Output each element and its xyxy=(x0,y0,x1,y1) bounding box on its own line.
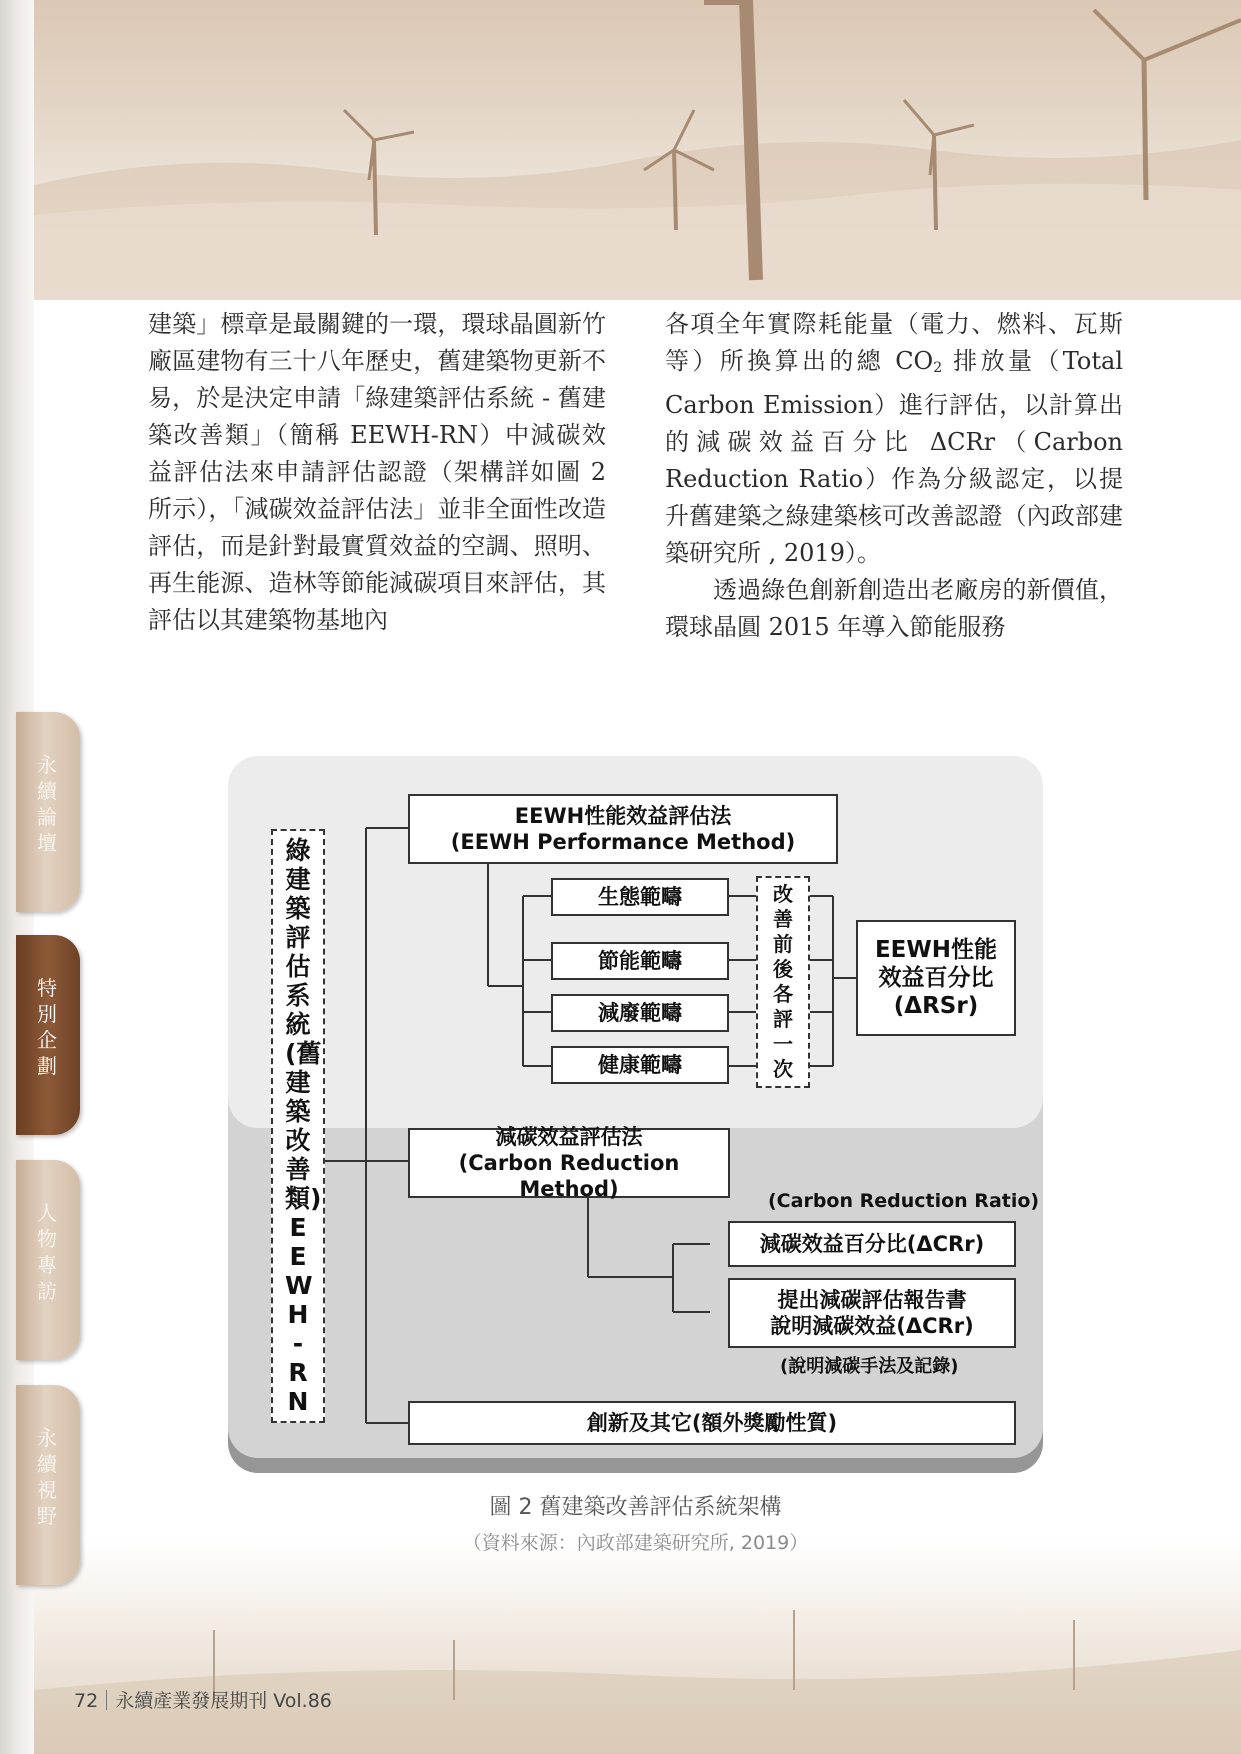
body-column-left xyxy=(148,306,606,639)
category-health-box xyxy=(551,1046,729,1084)
eewh-method-title: EEWH性能效益評估法 xyxy=(514,804,732,828)
eewh-rn-root-label: 綠建築評估系統(舊建築改善類)EEWH-RN xyxy=(285,836,322,1416)
subscript: 2 xyxy=(933,360,943,376)
footer-divider xyxy=(106,1690,107,1710)
eewh-method-subtitle: (EEWH Performance Method) xyxy=(450,830,796,854)
page-footer xyxy=(74,1686,332,1713)
category-label: 健康範疇 xyxy=(598,1053,682,1077)
side-tab-sustainability-vision[interactable] xyxy=(16,1385,80,1585)
figure-caption: 圖 2 舊建築改善評估系統架構 xyxy=(489,1495,782,1520)
body-paragraph: 透過綠色創新創造出老廠房的新價值，環球晶圓 2015 年導入節能服務 xyxy=(665,576,1123,641)
carbon-ratio-box xyxy=(728,1221,1016,1267)
category-label: 生態範疇 xyxy=(598,885,682,909)
category-waste-box xyxy=(551,994,729,1032)
carbon-report-line: 說明減碳效益(ΔCRr) xyxy=(770,1314,974,1338)
figure-source: （資料來源：內政部建築研究所, 2019） xyxy=(462,1532,809,1554)
page-number: 72 xyxy=(74,1690,99,1712)
category-label: 節能範疇 xyxy=(598,949,682,973)
eewh-rn-root-box xyxy=(271,829,325,1423)
side-tab-label: 特別企劃 xyxy=(37,976,57,1078)
side-tab-sustainability-forum[interactable] xyxy=(16,712,80,912)
carbon-ratio-label: (Carbon Reduction Ratio) xyxy=(768,1190,1040,1212)
evaluate-before-after-box xyxy=(756,876,810,1088)
publication-name: 永續產業發展期刊 Vol.86 xyxy=(115,1690,332,1712)
wind-turbine-photo-banner xyxy=(34,0,1241,300)
eewh-rn-framework-diagram xyxy=(228,756,1043,1473)
eewh-result-line: EEWH性能 xyxy=(874,937,998,963)
carbon-reduction-method-box xyxy=(408,1125,730,1201)
innovation-label: 創新及其它(額外獎勵性質) xyxy=(586,1411,838,1435)
body-text: 排放量（Total Carbon Emission）進行評估，以計算出的減碳效益百分比 ΔCRr（Carbon Reduction Ratio）作為分級認定，以提升舊建築之綠建築核可改善認證（內政部建築研究所 , 2019）。 xyxy=(665,347,1123,567)
eewh-result-line: 效益百分比 xyxy=(878,965,994,991)
carbon-report-line: 提出減碳評估報告書 xyxy=(777,1288,967,1312)
eewh-result-box xyxy=(856,920,1016,1036)
category-label: 減廢範疇 xyxy=(598,1001,682,1025)
eewh-performance-method-box xyxy=(408,794,838,864)
body-text: 各項全年實際耗能量（電力、燃料、瓦斯等）所換算出的總 CO xyxy=(665,310,1123,375)
carbon-method-subtitle: (Carbon Reduction Method) xyxy=(458,1151,680,1201)
side-tab-interviews[interactable] xyxy=(16,1160,80,1360)
side-tab-label: 人物專訪 xyxy=(37,1201,57,1303)
category-ecology-box xyxy=(551,878,729,916)
body-paragraph: 建築」標章是最關鍵的一環，環球晶圓新竹廠區建物有三十八年歷史，舊建築物更新不易，於是決定申請「綠建築評估系統 - 舊建築改善類」（簡稱 EEWH-RN）中減碳效益評估法來申請評估認證（架構詳如圖 2 所示），「減碳效益評估法」並非全面性改造評估，而是針對最實質效益的空調、照明、再生能源、造林等節能減碳項目來評估，其評估以其建築物基地內 xyxy=(148,310,606,634)
body-column-right xyxy=(665,306,1123,646)
carbon-report-box xyxy=(728,1278,1016,1348)
evaluate-before-after-label: 改善前後各評一次 xyxy=(773,882,793,1081)
eewh-result-line: (ΔRSr) xyxy=(893,993,979,1019)
body-paragraph xyxy=(665,306,1123,572)
side-tab-label: 永續視野 xyxy=(37,1426,57,1528)
side-tab-special-feature[interactable] xyxy=(16,935,80,1135)
carbon-report-note: (說明減碳手法及記錄) xyxy=(780,1356,959,1377)
bottom-photo-band xyxy=(34,1540,1241,1754)
category-energy-box xyxy=(551,942,729,980)
innovation-box xyxy=(408,1401,1016,1445)
carbon-ratio-text: 減碳效益百分比(ΔCRr) xyxy=(759,1232,985,1256)
side-tab-label: 永續論壇 xyxy=(37,753,57,855)
carbon-method-title: 減碳效益評估法 xyxy=(495,1125,643,1149)
